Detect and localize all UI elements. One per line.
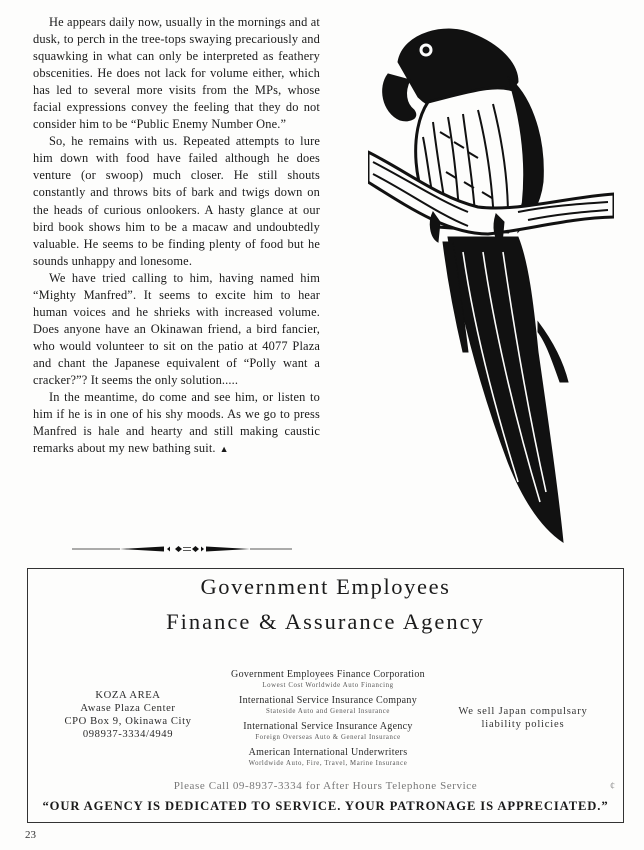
- article-paragraph: So, he remains with us. Repeated attempts to lure him down with food have failed although he does venture (or swoop) much closer. He still shouts constantly and throws bits of bark and twigs down on the heads of curious onlookers. A hasty glance at our bird book shows him to be a macaw and undoubtedly valuable. He seems to be finding plenty of food but he sounds unhappy and lonesome.: [33, 134, 320, 268]
- company-item: [198, 721, 458, 742]
- article-paragraph-text: In the meantime, do come and see him, or listen to him if he is in one of his shy moods. As we go to press Manfred is hale and hearty and still making caustic remarks about my new bathing suit.: [33, 390, 320, 456]
- company-tagline: Foreign Overseas Auto & General Insurance: [255, 734, 401, 741]
- ad-company-list: [198, 669, 458, 773]
- company-item: [198, 669, 458, 690]
- company-name: American International Underwriters: [248, 747, 408, 758]
- corner-mark: ¢: [610, 781, 615, 792]
- company-name: International Service Insurance Company: [238, 695, 418, 706]
- company-tagline: Lowest Cost Worldwide Auto Financing: [262, 682, 394, 689]
- advertisement-box: [27, 568, 624, 823]
- article-text: [33, 14, 320, 458]
- ad-title-line1: Government Employees: [200, 574, 451, 599]
- page-number: 23: [25, 829, 36, 841]
- ad-title-line2: Finance & Assurance Agency: [166, 609, 485, 634]
- ad-place: Awase Plaza Center: [80, 703, 176, 714]
- company-tagline: Worldwide Auto, Fire, Travel, Marine Insurance: [248, 760, 408, 767]
- company-tagline: Stateside Auto and General Insurance: [266, 708, 390, 715]
- article-paragraph: We have tried calling to him, having named him “Mighty Manfred”. It seems to excite him to hear human voices and he shrieks with increased volume. Does anyone have an Okinawan friend, a bird fancier, who would volunteer to sit on the patio at 4077 Plaza and chant the Japanese equivalent of “Polly want a cracker?”? It seems the only solution.....: [33, 270, 320, 387]
- parrot-tail: [448, 237, 563, 542]
- ad-address: CPO Box 9, Okinawa City: [64, 716, 192, 727]
- ad-call-line: Please Call 09-8937-3334 for After Hours Telephone Service: [173, 780, 478, 792]
- ad-office-address: [58, 689, 198, 741]
- company-name: Government Employees Finance Corporation: [231, 669, 425, 680]
- ad-right-line1: We sell Japan compulsary: [458, 706, 588, 717]
- company-name: International Service Insurance Agency: [243, 721, 413, 732]
- ad-area: KOZA AREA: [95, 690, 161, 701]
- ad-slogan: “OUR AGENCY IS DEDICATED TO SERVICE. YOUR PATRONAGE IS APPRECIATED.”: [42, 799, 609, 813]
- ad-compulsory-policies: [443, 705, 603, 731]
- end-of-article-triangle-icon: ▲: [219, 444, 229, 455]
- company-item: [198, 695, 458, 716]
- article-paragraph: [33, 389, 320, 458]
- macaw-illustration: [368, 22, 614, 552]
- ad-phone: 098937-3334/4949: [82, 729, 174, 740]
- article-paragraph: He appears daily now, usually in the mornings and at dusk, to perch in the tree-tops swaying precariously and squawking in what can only be interpreted as feathery obscenities. He does not lack for volume either, which has led to several more visits from the MPs, whose facial expressions convey the feeling that they do not consider him to be “Public Enemy Number One.”: [33, 15, 320, 132]
- company-item: [198, 747, 458, 768]
- ornamental-divider: [72, 543, 292, 555]
- ad-right-line2: liability policies: [481, 719, 565, 730]
